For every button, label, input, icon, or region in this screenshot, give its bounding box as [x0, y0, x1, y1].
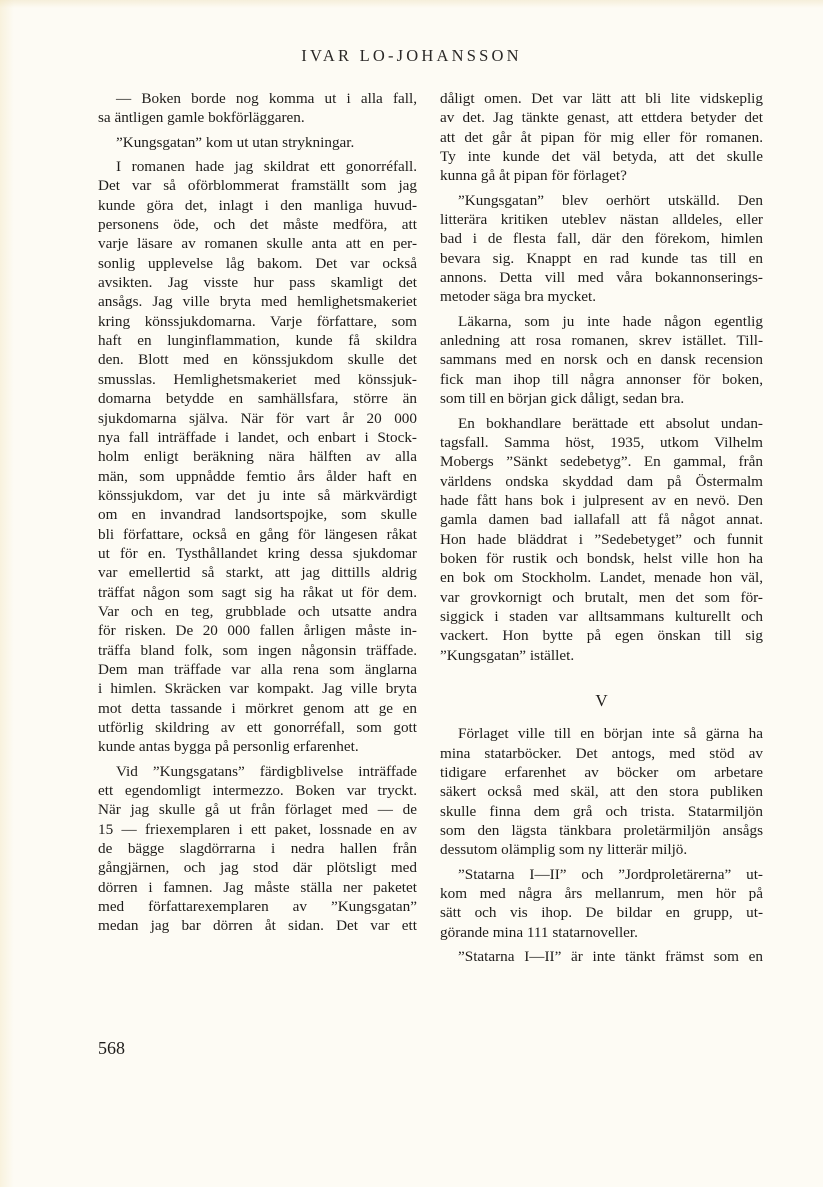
text-line: ansågs. Jag ville bryta med hemlighetsmakeriet	[98, 293, 417, 311]
text-line: var grovkornigt och brutalt, men det som för-	[440, 588, 763, 606]
text-line: ”Statarna I—II” och ”Jordproletärerna” ut-	[458, 865, 763, 883]
text-line: En bokhandlare berättade ett absolut undan-	[458, 414, 763, 432]
paragraph	[98, 133, 417, 152]
text-line: Mobergs ”Sänkt sedebetyg”. En gammal, från	[440, 453, 763, 471]
text-line: Hon hade bläddrat i ”Sedebetyget” och funnit	[440, 530, 763, 548]
text-line: ”Kungsgatan” blev oerhört utskälld. Den	[458, 191, 763, 209]
section-heading: V	[595, 690, 608, 710]
text-line: kunde göra det, inlagt i den manliga huvud-	[98, 196, 417, 214]
text-line: mina statarböcker. Det antogs, med stöd av	[440, 744, 763, 762]
text-line: haft en lunginflammation, kunde få skildra	[98, 332, 417, 350]
text-line: med författarexemplaren av ”Kungsgatan”	[98, 898, 417, 916]
text-line: träffat någon som sagt sig ha råkat ut för dem.	[98, 583, 417, 601]
text-line: de bägge slagdörrarna i nedra hallen från	[98, 840, 417, 858]
paragraph	[440, 414, 763, 665]
text-line: sätt och vis ihop. De bildar en grupp, ut-	[440, 904, 763, 922]
text-line: ”Kungsgatan” istället.	[440, 646, 575, 664]
paragraph	[440, 947, 763, 966]
text-line: hade fått hans bok i julpresent av en nevö. Den	[440, 491, 763, 509]
paragraph	[98, 762, 417, 936]
text-line: 15 — friexemplaren i ett paket, lossnade en av	[98, 820, 417, 838]
text-line: en bok om Stockholm. Landet, menade hon väl,	[440, 569, 763, 587]
left-text-column	[98, 89, 417, 936]
text-line: smusslas. Hemlighetsmakeriet med könssjuk-	[98, 370, 417, 388]
text-line: skulle finna dem grå och trista. Statarmiljön	[440, 802, 763, 820]
text-line: för risken. De 20 000 fallen årligen måste in-	[98, 622, 417, 640]
right-text-column	[440, 89, 763, 966]
text-line: Vid ”Kungsgatans” färdigblivelse inträffade	[116, 762, 417, 780]
text-line: ut för en. Tysthållandet kring dessa sjukdomar	[98, 544, 417, 562]
paragraph	[440, 724, 763, 859]
text-line: görande mina 111 statarnoveller.	[440, 923, 638, 941]
text-line: personens öde, och det måste medföra, att	[98, 216, 417, 234]
text-line: annons. Detta vill med våra bokannonserings-	[440, 269, 763, 287]
text-line: I romanen hade jag skildrat ett gonorréfall.	[116, 158, 417, 176]
text-line: När jag skulle gå ut från förlaget med — de	[98, 801, 417, 819]
text-line: bad i de flesta fall, där den förekom, himlen	[440, 230, 763, 248]
text-line: fick man ihop till några annonser för boken,	[440, 370, 763, 388]
text-line: dessutom olämplig som ny litterär miljö.	[440, 841, 688, 859]
text-line: kunde antas bygga på personlig erfarenhet.	[98, 738, 359, 756]
text-line: vackert. Hon bytte på egen önskan till sig	[440, 627, 763, 645]
text-line: gångjärnen, och jag stod där plötsligt med	[98, 859, 417, 877]
text-line: att det går åt pipan för mig eller för romanen.	[440, 128, 763, 146]
text-line: dåligt omen. Det var lätt att bli lite vidskeplig	[440, 90, 763, 107]
text-line: medan jag bar dörren åt sidan. Det var ett	[98, 917, 417, 935]
text-line: ”Kungsgatan” kom ut utan strykningar.	[116, 133, 355, 151]
text-line: metoder säga bra mycket.	[440, 288, 597, 306]
text-line: litterära kritiken uteblev nästan alldeles, eller	[440, 211, 763, 229]
text-line: avsikten. Jag visste hur pass skamligt det	[98, 274, 417, 292]
text-line: siggick i staden var alltsammans kulturellt och	[440, 607, 763, 625]
text-line: som till en början gick dåligt, sedan bra.	[440, 390, 685, 408]
text-line: den. Blott med en könssjukdom skulle det	[98, 351, 417, 369]
text-line: sonlig upplevelse låg bakom. Det var också	[98, 254, 417, 272]
text-line: sjukdomarna själva. När för vart år 20 000	[98, 409, 417, 427]
text-line: ”Statarna I—II” är inte tänkt främst som en	[458, 948, 763, 966]
text-line: gamla damen bad iallafall att få något annat.	[440, 511, 763, 529]
text-line: världens ondska skyddad dam på Östermalm	[440, 472, 763, 490]
text-line: tagsfall. Samma höst, 1935, utkom Vilhelm	[440, 433, 763, 451]
text-line: Ty inte kunde det väl betyda, att det skulle	[440, 148, 763, 166]
paragraph	[440, 89, 763, 186]
text-line: anledning att rosa romanen, skrev istället. Till-	[440, 332, 763, 350]
paragraph	[98, 157, 417, 757]
text-line: dörren i famnen. Jag måste ställa ner paketet	[98, 878, 417, 896]
text-line: Förlaget ville till en början inte så gärna ha	[458, 725, 763, 743]
text-line: könssjukdom, var det ju inte så märkvärdigt	[98, 486, 417, 504]
text-line: varje läsare av romanen skulle anta att en per-	[98, 235, 417, 253]
text-line: utförlig skildring av ett gonorréfall, som gott	[98, 719, 417, 736]
paragraph	[440, 191, 763, 307]
text-line: kunna gå åt pipan för förlaget?	[440, 167, 627, 185]
text-line: kom med några års mellanrum, men hör på	[440, 885, 763, 903]
text-line: Läkarna, som ju inte hade någon egentlig	[458, 312, 763, 330]
text-line: bevara sig. Knappt en rad kunde tas till en	[440, 249, 763, 267]
text-line: Det var så oförblommerat framställt som jag	[98, 177, 417, 195]
text-line: träffa bland folk, som ingen någonsin träffade.	[98, 641, 417, 659]
text-line: sa äntligen gamle bokförläggaren.	[98, 109, 305, 127]
paragraph	[98, 89, 417, 128]
text-line: Var och en teg, grubblade och utsatte andra	[98, 602, 417, 620]
paragraph	[440, 865, 763, 942]
page-number: 568	[98, 1038, 125, 1058]
text-line: ett egendomligt intermezzo. Boken var tryckt.	[98, 782, 417, 800]
text-line: mot detta tassande i mörkret genom att ge en	[98, 699, 417, 717]
text-line: Dem man träffade var alla rena som änglarna	[98, 660, 417, 678]
text-line: domarna betydde en samhällsfara, större än	[98, 390, 417, 408]
text-line: holm enligt beräkning nära hälften av alla	[98, 448, 417, 466]
text-line: av det. Jag tänkte genast, att ettdera betyder det	[440, 109, 763, 127]
text-line: var emellertid så starkt, att jag dittills aldrig	[98, 564, 417, 582]
text-line: boken för rustik och bondsk, helst ville hon ha	[440, 549, 763, 567]
text-line: säkert också med skäl, att den stora publiken	[440, 783, 763, 801]
text-line: kring könssjukdomarna. Varje författare, som	[98, 312, 417, 330]
text-line: tidigare erfarenhet av böcker om arbetare	[440, 764, 763, 781]
paragraph	[440, 312, 763, 409]
text-line: män, som uppnådde femtio års ålder haft en	[98, 467, 417, 485]
running-head-author: IVAR LO-JOHANSSON	[301, 46, 522, 65]
text-line: nya fall inträffade i landet, och enbart i Stock-	[98, 428, 417, 446]
text-line: om en invandrad landsortspojke, som skulle	[98, 506, 417, 524]
text-line: — Boken borde nog komma ut i alla fall,	[116, 90, 417, 107]
text-line: i himlen. Skräcken var kompakt. Jag ville bryta	[98, 680, 417, 698]
text-line: sammans med en norsk och en dansk recension	[440, 351, 763, 369]
text-line: som den lägsta tänkbara proletärmiljön ansågs	[440, 822, 763, 840]
text-line: bli författare, också en gång för längesen råkat	[98, 525, 417, 543]
